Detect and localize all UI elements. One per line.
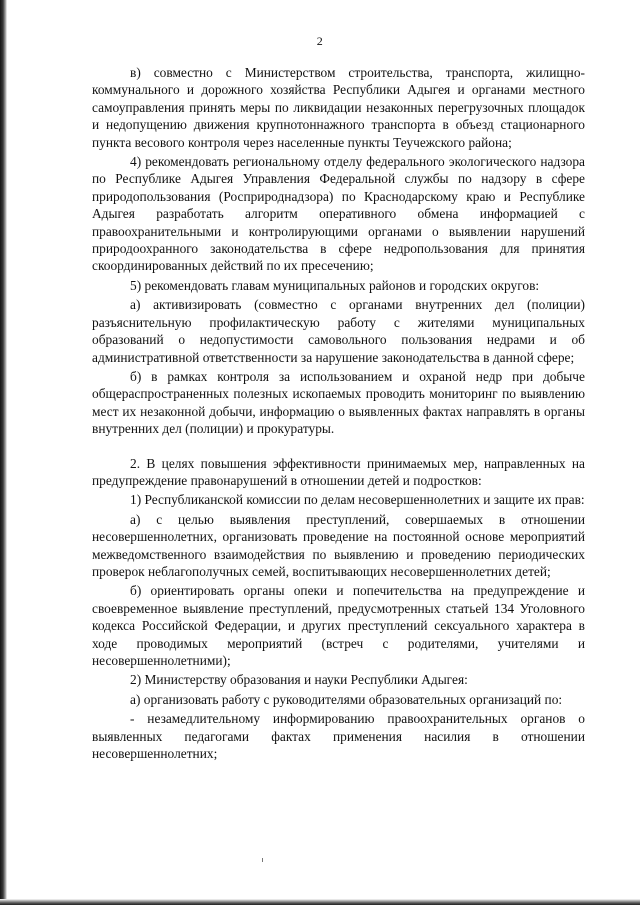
paragraph-5b-monitoring: б) в рамках контроля за использованием и охраной недр при добыче общераспространенных полезных ископаемых проводить мониторинг по выявлению мест их незаконной добычи, информацию о выявленных фактах направлять в органы внутренних дел (полиции) и прокуратуры. [92, 368, 585, 437]
scan-speck [262, 858, 263, 862]
paragraph-2-1-minors-commission: 1) Республиканской комиссии по делам несовершеннолетних и защите их прав: [130, 492, 585, 508]
paragraph-2-1b-guardianship: б) ориентировать органы опеки и попечительства на предупреждение и своевременное выявление преступлений, предусмотренных статьей 134 Уголовного кодекса Российской Федерации, и других преступлений сексуального характера в ходе проводимых мероприятий (встреч с родителями, учителями и несовершеннолетними); [92, 583, 585, 668]
scan-left-edge [0, 0, 7, 905]
paragraph-dash-inform-police: - незамедлительному информированию правоохранительных органов о выявленных педагогами фактах применения насилия в отношении несовершеннолетних; [92, 711, 585, 762]
scan-bottom-edge [0, 899, 640, 905]
paragraph-3v-construction-ministry: в) совместно с Министерством строительства, транспорта, жилищно-коммунального и дорожного хозяйства Республики Адыгея и органами местного самоуправления принять меры по ликвидации незаконных перегрузочных площадок и недопущению движения крупнотоннажного транспорта в объезд стационарного пункта весового контроля через населенные пункты Теучежского района; [92, 65, 585, 150]
page-number: 2 [316, 34, 324, 48]
paragraph-2-2a-organize-work: а) организовать работу с руководителями образовательных организаций по: [130, 691, 563, 707]
paragraph-2-children-protection: 2. В целях повышения эффективности принимаемых мер, направленных на предупреждение правонарушений в отношении детей и подростков: [92, 455, 585, 488]
paragraph-2-1a-family-checks: а) с целью выявления преступлений, совершаемых в отношении несовершеннолетних, организовать проведение на постоянной основе мероприятий межведомственного взаимодействия по выявлению и проведению периодических проверок неблагополучных семей, воспитывающих несовершеннолетних детей; [92, 511, 585, 579]
paragraph-5-municipal-heads: 5) рекомендовать главам муниципальных районов и городских округов: [130, 277, 540, 293]
paragraph-5a-explanatory-work: а) активизировать (совместно с органами внутренних дел (полиции) разъяснительную профилактическую работу с жителями муниципальных образований о недопустимости самовольного пользования недрами и об административной ответственности за нарушение законодательства в данной сфере; [92, 297, 585, 365]
paragraph-2-2-education-ministry: 2) Министерству образования и науки Республики Адыгея: [130, 672, 468, 688]
document-body [92, 64, 585, 764]
paragraph-4-rosprirodnadzor: 4) рекомендовать региональному отделу федерального экологического надзора по Республике Адыгея Управления Федеральной службы по надзору в сфере природопользования (Росприроднадзора) по Краснодарскому краю и Республике Адыгея разработать алгоритм оперативного обмена информацией с правоохранительными и контролирующими органами о выявлении нарушений природоохранного законодательства в сфере недропользования для принятия скоординированных действий по их пресечению; [92, 154, 585, 274]
